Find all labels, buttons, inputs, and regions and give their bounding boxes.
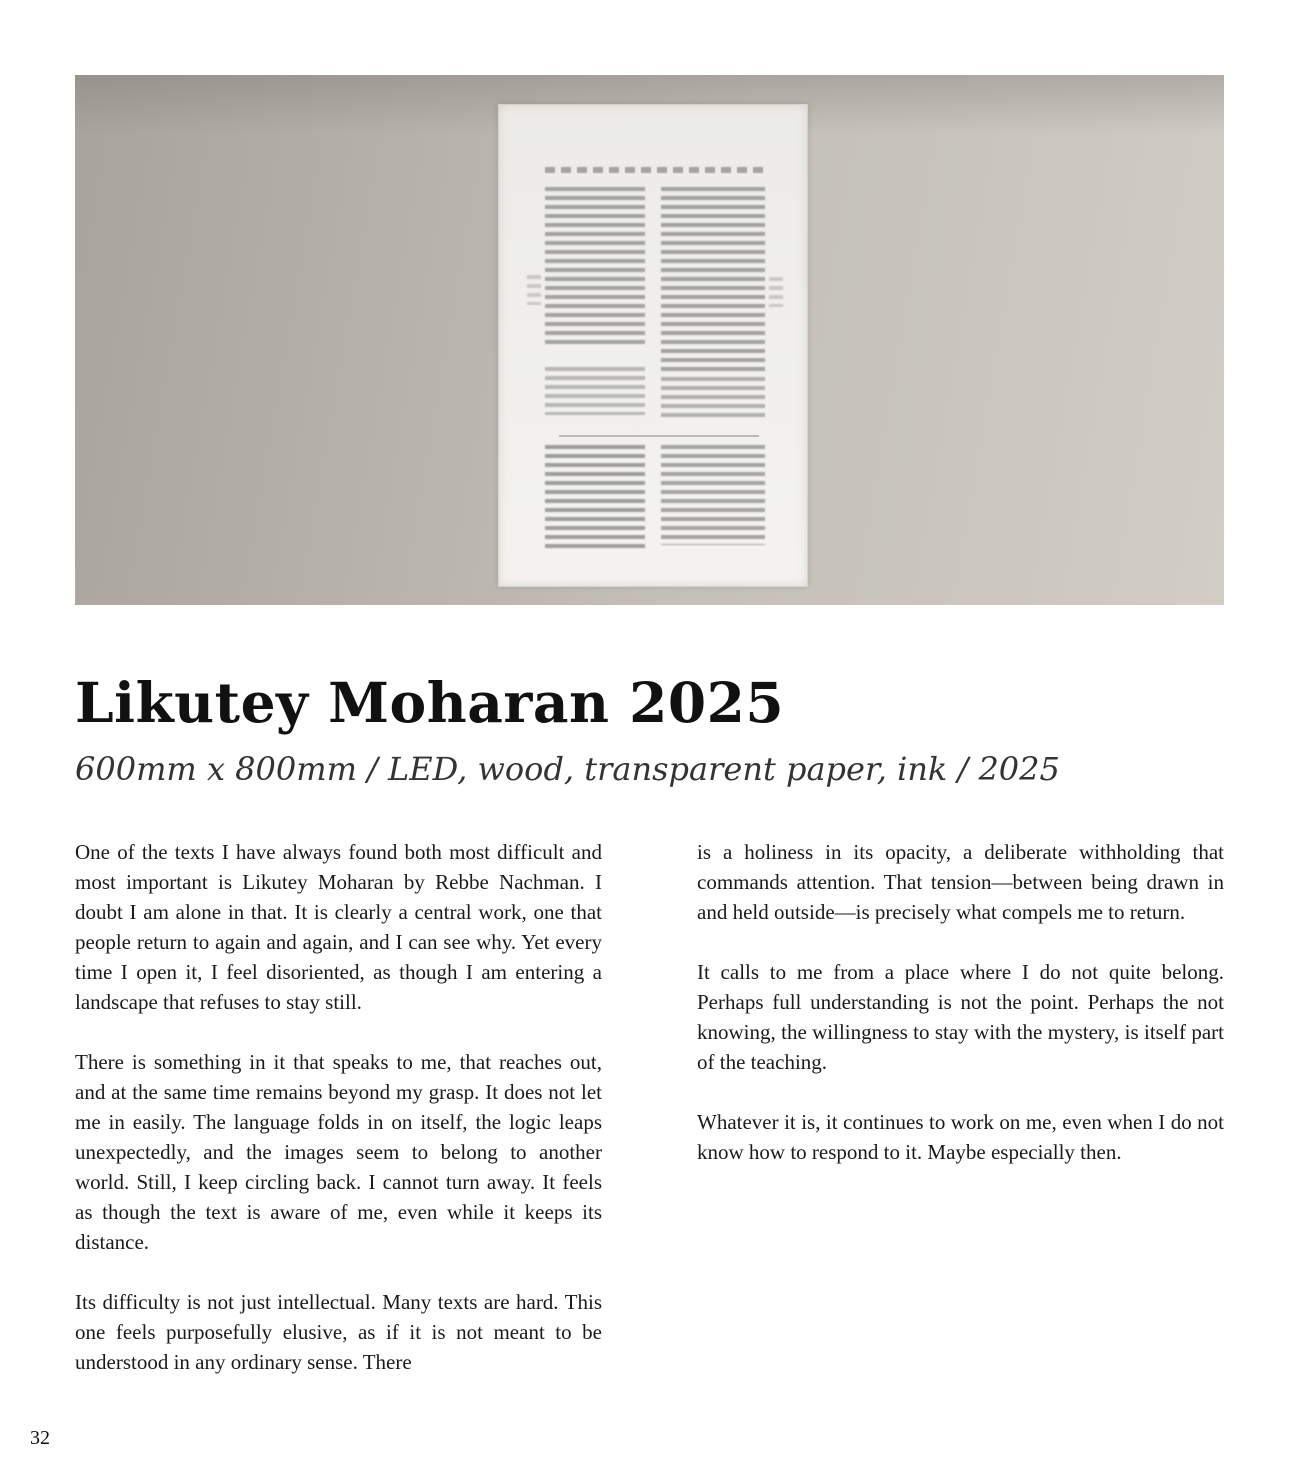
page-header-text [545, 167, 765, 173]
text-block [545, 445, 645, 553]
body-column-right [697, 837, 1224, 1197]
paragraph: There is something in it that speaks to me, that reaches out, and at the same time remains beyond my grasp. It does not let me in easily. The language folds in on itself, the logic leaps unexpectedly, and the images seem to belong to another world. Still, I keep circling back. I cannot turn away. It feels as though the text is aware of me, even while it keeps its distance. [75, 1050, 602, 1254]
paragraph: It calls to me from a place where I do not quite belong. Perhaps full understanding is not the point. Perhaps the not knowing, the willingness to stay with the mystery, is itself part of the teaching. [697, 960, 1224, 1074]
lightbox-frame [498, 104, 808, 587]
margin-gloss [527, 275, 541, 305]
text-block [661, 187, 765, 372]
text-block [661, 445, 765, 545]
artwork-photo [75, 75, 1224, 605]
paragraph: is a holiness in its opacity, a deliberate withholding that commands attention. That tension—between being drawn in and held outside—is precisely what compels me to return. [697, 840, 1224, 924]
artwork-details: 600mm x 800mm / LED, wood, transparent paper, ink / 2025 [75, 750, 1060, 788]
body-column-left [75, 837, 602, 1407]
text-block [545, 187, 645, 347]
margin-gloss [769, 277, 783, 307]
text-block [661, 377, 765, 417]
page-number: 32 [30, 1427, 50, 1449]
text-block [545, 367, 645, 415]
artwork-title: Likutey Moharan 2025 [75, 670, 785, 735]
section-divider [559, 435, 759, 437]
paragraph: Its difficulty is not just intellectual. Many texts are hard. This one feels purposefully elusive, as if it is not meant to be understood in any ordinary sense. There [75, 1290, 602, 1374]
paragraph: One of the texts I have always found both most difficult and most important is Likutey Moharan by Rebbe Nachman. I doubt I am alone in that. It is clearly a central work, one that people return to again and again, and I can see why. Yet every time I open it, I feel disoriented, as though I am entering a landscape that refuses to stay still. [75, 840, 602, 1014]
paragraph: Whatever it is, it continues to work on me, even when I do not know how to respond to it. Maybe especially then. [697, 1110, 1224, 1164]
